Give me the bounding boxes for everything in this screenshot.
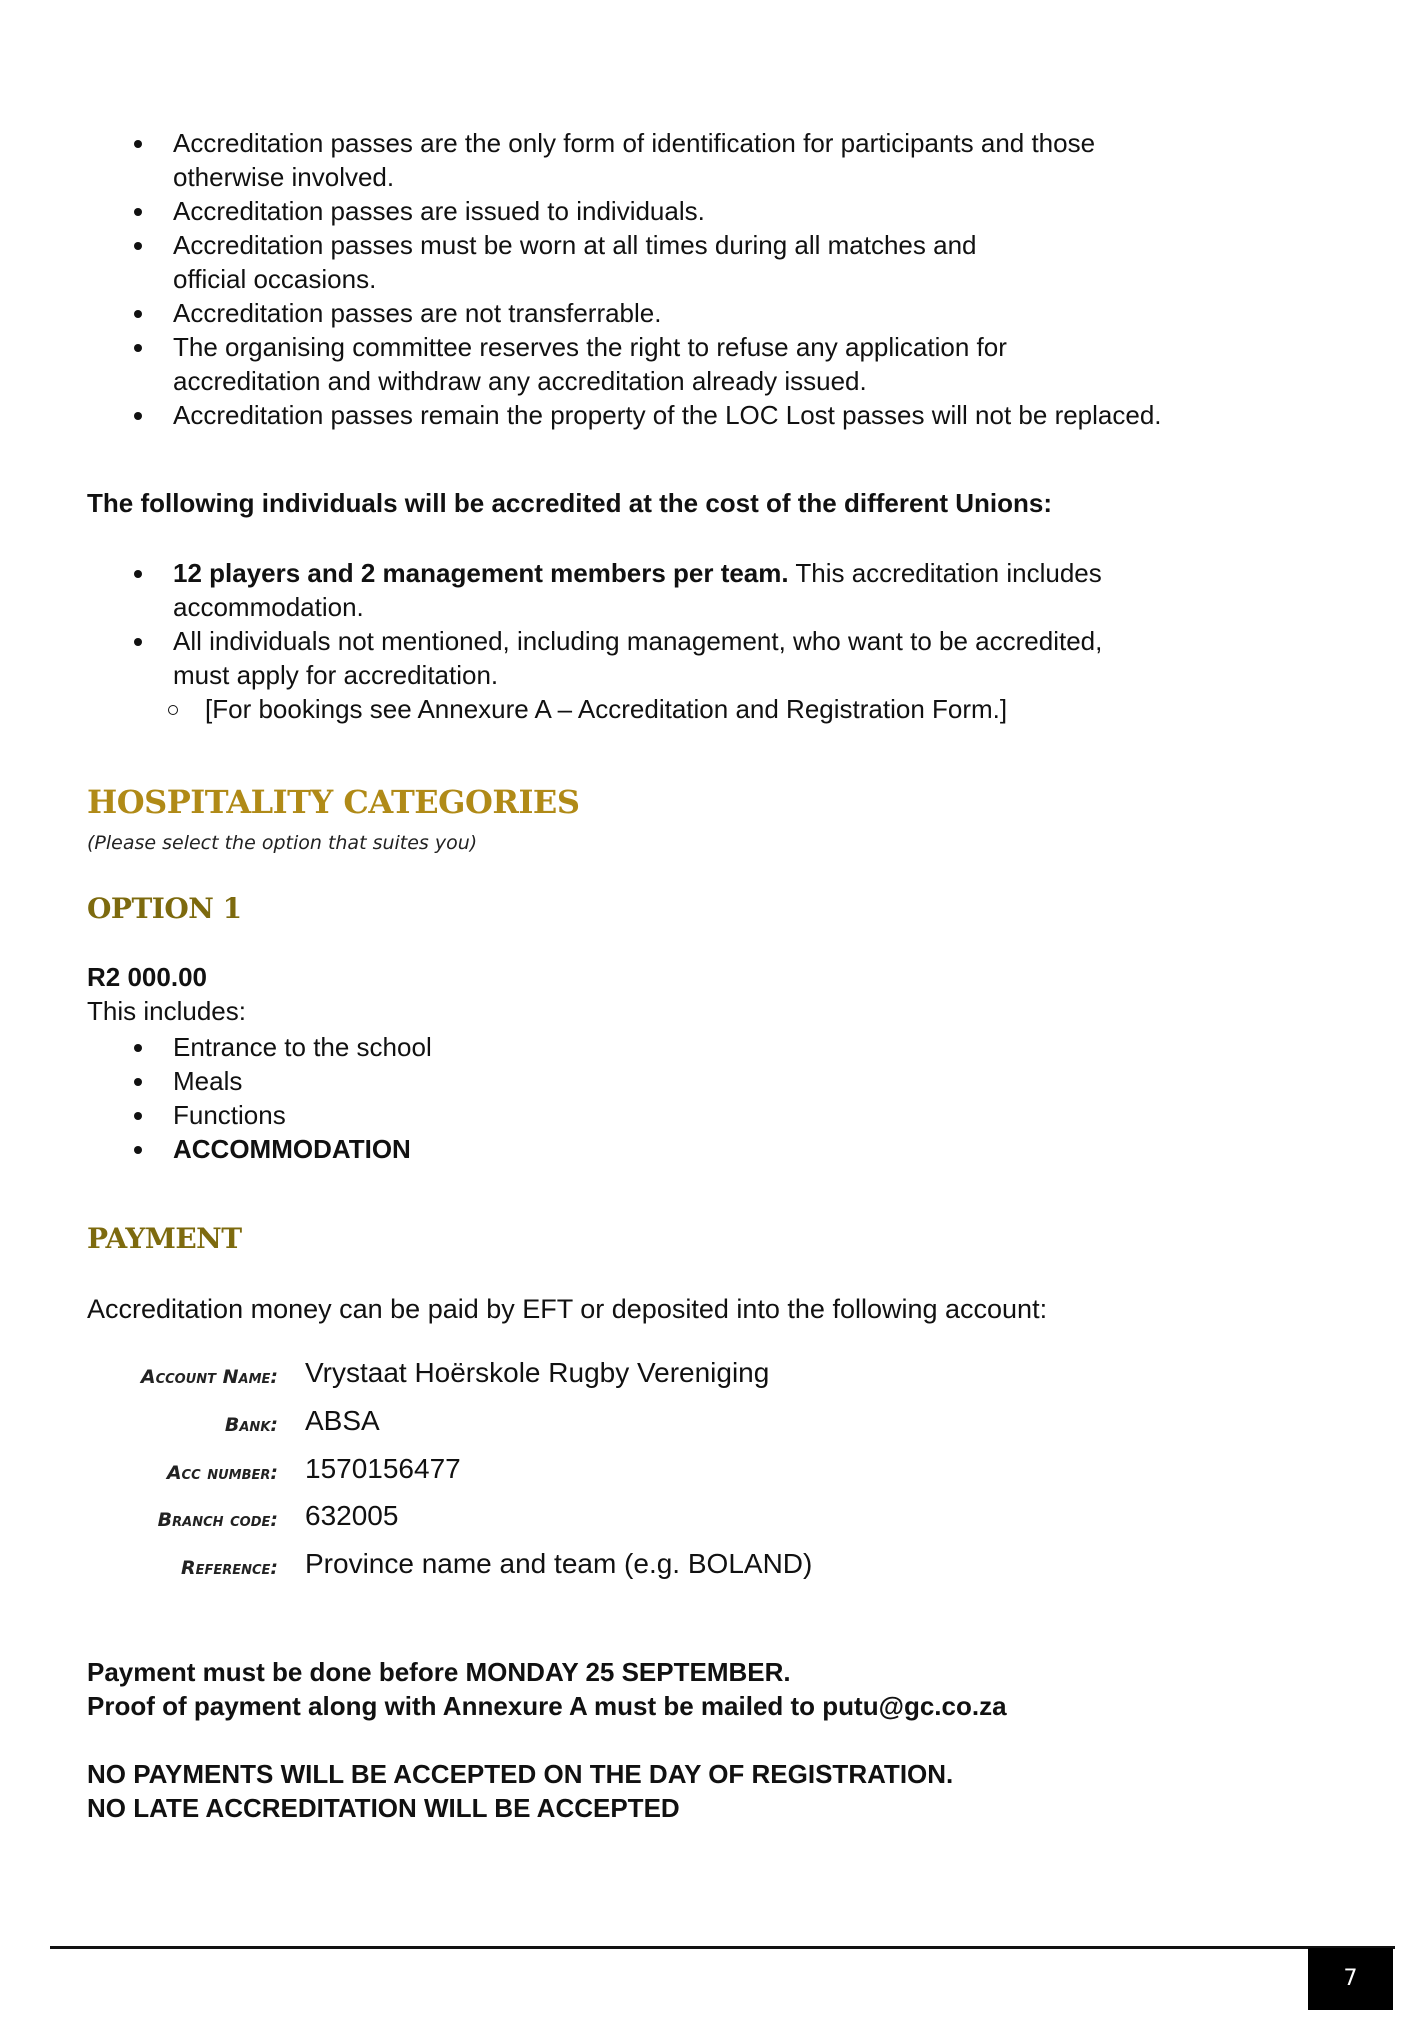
list-item: ACCOMMODATION: [87, 1132, 887, 1166]
bullet-icon: [134, 242, 142, 250]
list-item: Functions: [87, 1098, 887, 1132]
payment-deadline-note: Payment must be done before MONDAY 25 SEPTEMBER.: [87, 1657, 791, 1687]
list-item: Accreditation passes must be worn at all times during all matches and official occasions.: [87, 228, 1387, 296]
hospitality-heading: HOSPITALITY CATEGORIES: [87, 783, 580, 821]
bank-label: Bank:: [224, 1414, 278, 1436]
list-item: Entrance to the school: [87, 1030, 887, 1064]
bullet-icon: [134, 344, 142, 352]
bullet-icon: [134, 570, 142, 578]
account-name-value: Vrystaat Hoërskole Rugby Vereniging: [305, 1357, 770, 1388]
account-name-label: Account Name:: [140, 1366, 278, 1388]
no-payment-on-day-warning: NO PAYMENTS WILL BE ACCEPTED ON THE DAY OF REGISTRATION.: [87, 1759, 954, 1789]
bullet-icon: [134, 1078, 142, 1086]
reference-value: Province name and team (e.g. BOLAND): [305, 1548, 813, 1579]
list-item: Accreditation passes remain the property of the LOC Lost passes will not be replaced.: [87, 398, 1387, 432]
account-number-label: Acc number:: [166, 1462, 278, 1484]
option-1-heading: OPTION 1: [87, 892, 242, 925]
payment-heading: PAYMENT: [87, 1222, 242, 1255]
bullet-icon: [134, 140, 142, 148]
no-late-accreditation-warning: NO LATE ACCREDITATION WILL BE ACCEPTED: [87, 1793, 680, 1823]
list-item: All individuals not mentioned, including management, who want to be accredited, must apply for accreditation.: [87, 624, 1387, 692]
branch-code-label: Branch code:: [157, 1509, 278, 1531]
bank-row: [0, 1404, 1428, 1452]
option-1-includes-list: [87, 1030, 887, 1166]
account-name-row: [0, 1356, 1428, 1404]
account-number-row: [0, 1452, 1428, 1500]
list-item: Accreditation passes are not transferrable.: [87, 296, 1387, 330]
account-number-value: 1570156477: [305, 1453, 461, 1484]
bank-value: ABSA: [305, 1405, 380, 1436]
payment-intro: Accreditation money can be paid by EFT or deposited into the following account:: [87, 1294, 1048, 1324]
union-accreditation-heading: The following individuals will be accredited at the cost of the different Unions:: [87, 488, 1052, 518]
bullet-icon: [134, 310, 142, 318]
branch-code-value: 632005: [305, 1500, 399, 1531]
list-item: The organising committee reserves the right to refuse any application for accreditation and withdraw any accreditation already issued.: [87, 330, 1387, 398]
bullet-icon: [134, 1044, 142, 1052]
bullet-icon: [134, 208, 142, 216]
list-item: 12 players and 2 management members per team. This accreditation includes accommodation.: [87, 556, 1387, 624]
list-item: Meals: [87, 1064, 887, 1098]
sub-list-item: [For bookings see Annexure A – Accreditation and Registration Form.]: [87, 692, 1428, 726]
page-number: 7: [1308, 1948, 1393, 2010]
option-1-includes-label: This includes:: [87, 996, 246, 1026]
accreditation-rules-list: [87, 126, 1387, 432]
reference-row: [0, 1547, 1428, 1595]
bullet-icon: [134, 638, 142, 646]
footer-rule: [50, 1946, 1395, 1949]
circle-bullet-icon: [168, 705, 178, 715]
list-item: Accreditation passes are issued to individuals.: [87, 194, 1387, 228]
option-1-price: R2 000.00: [87, 962, 207, 992]
union-accreditation-list: [87, 556, 1387, 692]
reference-label: Reference:: [180, 1557, 278, 1579]
bullet-icon: [134, 1146, 142, 1154]
bullet-icon: [134, 412, 142, 420]
proof-of-payment-note: Proof of payment along with Annexure A must be mailed to putu@gc.co.za: [87, 1691, 1007, 1721]
branch-code-row: [0, 1499, 1428, 1547]
bullet-icon: [134, 1112, 142, 1120]
hospitality-subtitle: (Please select the option that suites you): [87, 832, 478, 854]
list-item: Accreditation passes are the only form of identification for participants and those otherwise involved.: [87, 126, 1387, 194]
